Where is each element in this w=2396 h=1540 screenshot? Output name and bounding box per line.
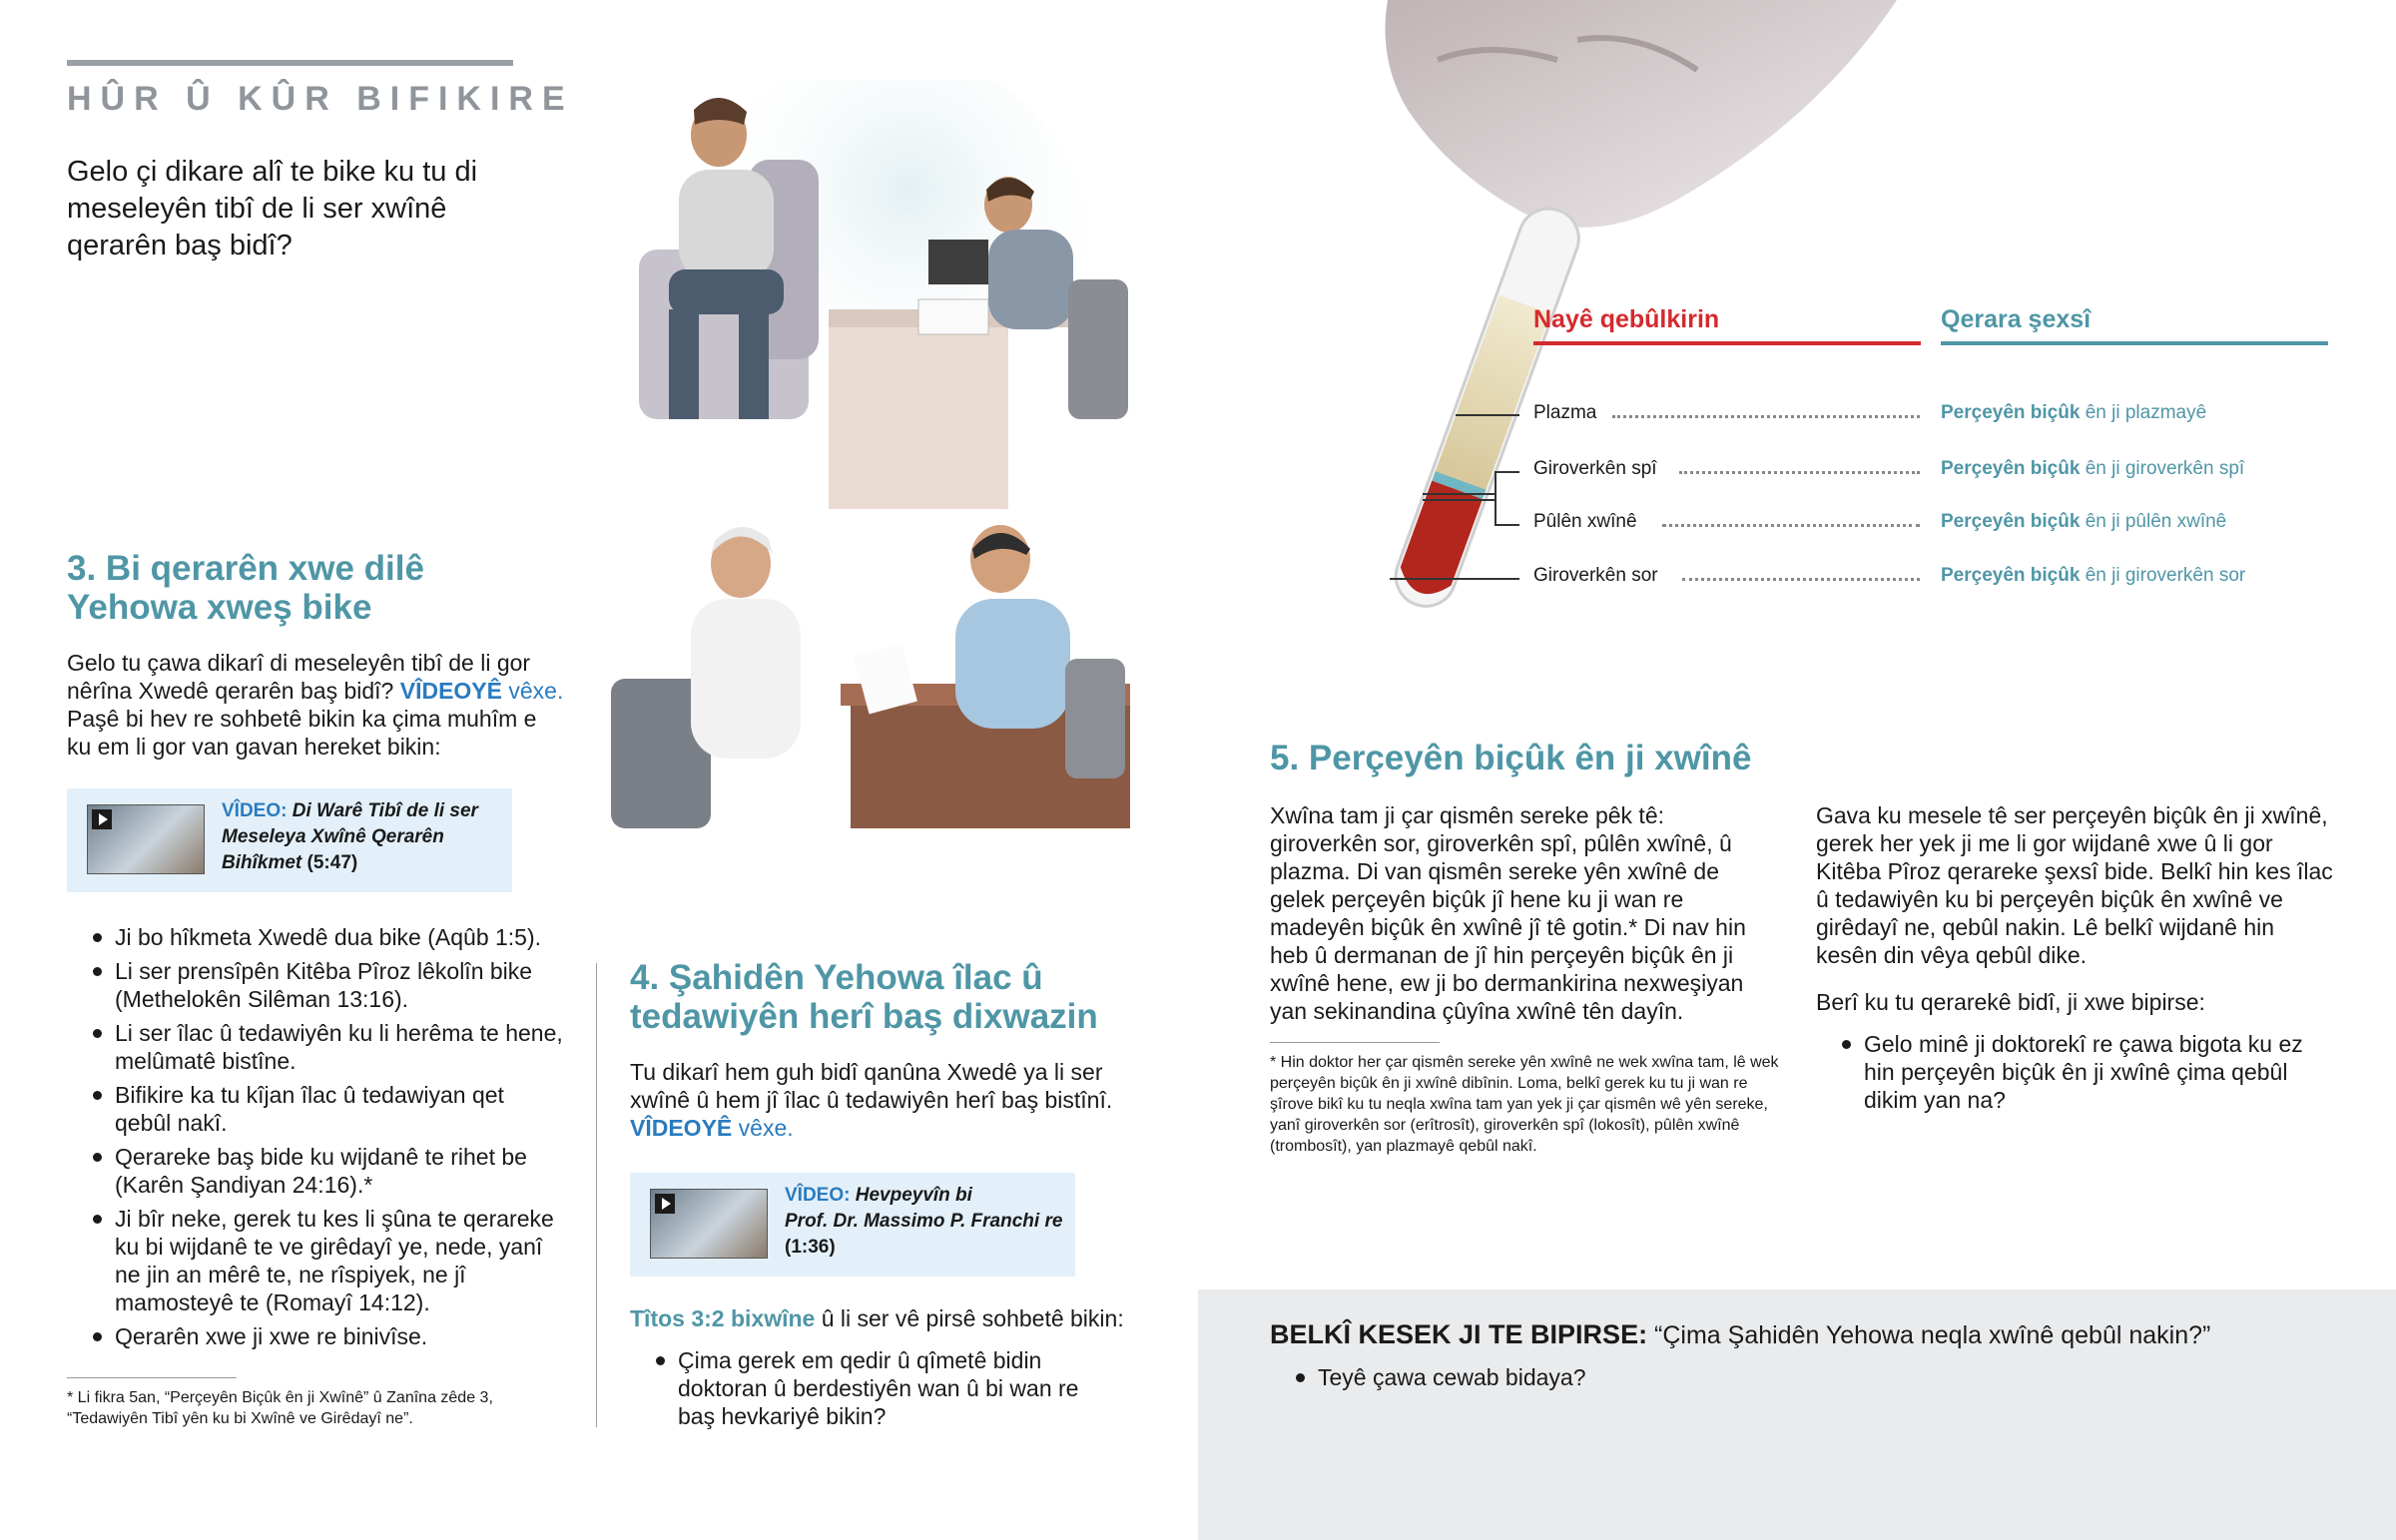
section3-steps-list bbox=[67, 923, 566, 1356]
list-item: Çima gerek em qedir û qîmetê bidin doktoran û berdestiyên wan û bi wan re baş hevkariyê bikin? bbox=[630, 1346, 1089, 1430]
chart-row-left: Pûlên xwînê bbox=[1533, 511, 1637, 532]
leader-line bbox=[1495, 524, 1519, 526]
chart-right-title-rule bbox=[1941, 341, 2328, 345]
dotted-leader bbox=[1662, 524, 1920, 527]
leader-line bbox=[1390, 578, 1519, 580]
scripture-link[interactable]: Tîtos 3:2 bixwîne bbox=[630, 1305, 816, 1331]
section5-column2-para1: Gava ku mesele tê ser perçeyên biçûk ên ji xwînê, gerek her yek ji me li gor wijdanê xwe û li gor Kitêba Pîroz qerareke şexsî bide. Belkî hin kes îlac û tedawiyên ku bi perçeyên biçûk ên xwînê ve girêdayî ne, qebûl nakin. Lê belkî wijdanê hin kesên din vêya qebûl dike. bbox=[1816, 802, 2333, 968]
play-icon[interactable] bbox=[92, 809, 112, 829]
list-item: Ji bo hîkmeta Xwedê dua bike (Aqûb 1:5). bbox=[67, 923, 566, 951]
question-box-list bbox=[1270, 1363, 2168, 1397]
section4-video-title-block[interactable] bbox=[785, 1183, 1064, 1261]
chart-left-title-rule bbox=[1533, 341, 1921, 345]
dotted-leader bbox=[1682, 578, 1920, 581]
chart-row-right-rest: ên ji giroverkên spî bbox=[2085, 458, 2245, 479]
list-item: Gelo minê ji doktorekî re çawa bigota ku ez hin perçeyên biçûk ên ji xwînê çima qebûl dikim yan na? bbox=[1816, 1030, 2315, 1114]
leader-line bbox=[1423, 493, 1495, 495]
section3-heading-line2: Yehowa xweş bike bbox=[67, 588, 372, 627]
section4-reference-rest: û li ser vê pirsê sohbetê bikin: bbox=[821, 1305, 1124, 1331]
illustration-doctor-consult bbox=[611, 519, 1130, 828]
list-item: Qerareke baş bide ku wijdanê te rihet be (Karên Şandiyan 24:16).* bbox=[67, 1143, 566, 1199]
footnote-rule bbox=[1270, 1042, 1440, 1043]
chart-left-title: Nayê qebûlkirin bbox=[1533, 305, 1720, 333]
chart-row-left: Plazma bbox=[1533, 402, 1597, 423]
section4-reference bbox=[630, 1304, 1149, 1332]
dotted-leader bbox=[1612, 415, 1920, 418]
section4-video-link[interactable]: VÎDEOYÊ bbox=[630, 1115, 733, 1141]
section4-video-title-line1: Hevpeyvîn bi bbox=[855, 1185, 972, 1206]
question-box-label: BELKÎ KESEK JI TE BIPIRSE: bbox=[1270, 1319, 1648, 1349]
section4-heading-line2: tedawiyên herî baş dixwazin bbox=[630, 997, 1098, 1036]
section4-video-title-line2: Prof. Dr. Massimo P. Franchi re bbox=[785, 1211, 1063, 1232]
section-kicker: HÛR Û KÛR BIFIKIRE bbox=[67, 80, 574, 118]
intro-question: Gelo çi dikare alî te bike ku tu di meseleyên tibî de li ser xwînê qerarên baş bidî? bbox=[67, 156, 478, 261]
section4-heading bbox=[630, 958, 1149, 1036]
illustration-waiting-man bbox=[599, 80, 1158, 519]
chart-row-left: Giroverkên sor bbox=[1533, 565, 1658, 586]
section3-video-link[interactable]: VÎDEOYÊ bbox=[399, 678, 502, 704]
leader-line bbox=[1495, 471, 1519, 473]
section5-column1: Xwîna tam ji çar qismên sereke pêk tê: giroverkên sor, giroverkên spî, pûlên xwînê, û plazma. Di van qismên sereke yên xwînê de gelek perçeyên biçûk jî hene ku ji wan re madeyên biçûk ên xwînê jî tê gotin.* Di nav hin heb û dermanan de jî hin perçeyên biçûk ên ji xwînê hene, ew ji bo dermankirina nexweşiyan yan sekinandina çûyîna xwînê tên dayîn. bbox=[1270, 802, 1746, 1024]
question-box-question: “Çima Şahidên Yehowa neqla xwînê qebûl nakin?” bbox=[1654, 1321, 2211, 1349]
section3-paragraph-text: Gelo tu çawa dikarî di meseleyên tibî de li gor nêrîna Xwedê qerarên baş bidî? bbox=[67, 650, 531, 704]
chart-row-right bbox=[1941, 565, 2245, 587]
list-item: Li ser îlac û tedawiyên ku li herêma te hene, melûmatê bistîne. bbox=[67, 1019, 566, 1075]
top-rule bbox=[67, 60, 513, 66]
leader-bracket bbox=[1495, 471, 1497, 526]
section3-video-duration: (5:47) bbox=[306, 852, 358, 873]
section4-video-duration: (1:36) bbox=[785, 1237, 836, 1258]
chart-row-right-rest: ên ji pûlên xwînê bbox=[2085, 511, 2227, 532]
section3-video-title-block[interactable] bbox=[222, 798, 491, 876]
section3-heading-line1: 3. Bi qerarên xwe dilê bbox=[67, 549, 424, 588]
section3-heading bbox=[67, 549, 586, 627]
question-box-heading bbox=[1270, 1319, 2368, 1350]
chart-row-right-rest: ên ji giroverkên sor bbox=[2085, 565, 2246, 586]
chart-row-right bbox=[1941, 511, 2226, 533]
chart-right-title: Qerara şexsî bbox=[1941, 305, 2092, 333]
leader-line bbox=[1423, 499, 1495, 501]
column-divider bbox=[596, 963, 597, 1427]
dotted-leader bbox=[1679, 471, 1920, 474]
video-label: VÎDEO: bbox=[785, 1185, 851, 1206]
chart-row-right-bold: Perçeyên biçûk bbox=[1941, 511, 2081, 532]
section3-footnote: * Li fikra 5an, “Perçeyên Biçûk ên ji Xwînê” û Zanîna zêde 3, “Tedawiyên Tibî yên ku bi Xwînê ve Girêdayî ne”. bbox=[67, 1389, 493, 1427]
section4-heading-line1: 4. Şahidên Yehowa îlac û bbox=[630, 958, 1043, 997]
section4-question-list bbox=[630, 1346, 1089, 1436]
video-thumbnail[interactable] bbox=[650, 1189, 768, 1259]
list-item: Bifikire ka tu kîjan îlac û tedawiyan qet qebûl nakî. bbox=[67, 1081, 566, 1137]
chart-row-right-rest: ên ji plazmayê bbox=[2085, 402, 2207, 423]
section5-column2-para2: Berî ku tu qerarekê bidî, ji xwe bipirse: bbox=[1816, 989, 2205, 1015]
section3-video-title: Di Warê Tibî de li ser Meseleya Xwînê Qerarên Bihîkmet bbox=[222, 800, 478, 873]
section5-question-list bbox=[1816, 1030, 2315, 1120]
section4-video-card[interactable] bbox=[630, 1173, 1075, 1277]
section3-paragraph-rest: Paşê bi hev re sohbetê bikin ka çima muhîm e ku em li gor van gavan hereket bikin: bbox=[67, 706, 537, 760]
chart-row-right bbox=[1941, 458, 2244, 480]
list-item: Qerarên xwe ji xwe re binivîse. bbox=[67, 1322, 566, 1350]
chart-row-right-bold: Perçeyên biçûk bbox=[1941, 565, 2081, 586]
video-thumbnail[interactable] bbox=[87, 804, 205, 874]
chart-row-right-bold: Perçeyên biçûk bbox=[1941, 458, 2081, 479]
leader-line bbox=[1456, 414, 1519, 416]
chart-row-left: Giroverkên spî bbox=[1533, 458, 1657, 479]
footnote-rule bbox=[67, 1377, 237, 1378]
section3-video-link-verb[interactable]: vêxe. bbox=[508, 678, 564, 704]
section3-video-card[interactable] bbox=[67, 788, 512, 892]
section4-paragraph-text: Tu dikarî hem guh bidî qanûna Xwedê ya li ser xwînê û hem jî îlac û tedawiyên herî baş bistînî. bbox=[630, 1059, 1113, 1113]
list-item: Ji bîr neke, gerek tu kes li şûna te qerareke ku bi wijdanê te ve girêdayî ye, nede, yanî ne jin an mêrê te, ne rîspiyek, ne jî mamosteyê te (Romayî 14:12). bbox=[67, 1205, 566, 1316]
list-item: Li ser prensîpên Kitêba Pîroz lêkolîn bike (Methelokên Silêman 13:16). bbox=[67, 957, 566, 1013]
play-icon[interactable] bbox=[655, 1194, 675, 1214]
section5-footnote: * Hin doktor her çar qismên sereke yên xwînê ne wek xwîna tam, lê wek perçeyên biçûk ên ji xwînê dibînin. Loma, belkî gerek ku tu ji wan re şîrove bikî ku tu neqla xwîna tam yan yek ji çar qismên wê yên sereke, yanî giroverkên sor (erîtrosît), giroverkên spî (lokosît), pûlên xwînê (trombosît), yan plazmayê qebûl nakî. bbox=[1270, 1054, 1779, 1155]
section3-paragraph bbox=[67, 649, 566, 761]
section5-heading: 5. Perçeyên biçûk ên ji xwînê bbox=[1270, 739, 1752, 777]
section4-paragraph bbox=[630, 1058, 1119, 1142]
video-label: VÎDEO: bbox=[222, 800, 288, 821]
list-item: Teyê çawa cewab bidaya? bbox=[1270, 1363, 2168, 1391]
chart-row-right-bold: Perçeyên biçûk bbox=[1941, 402, 2081, 423]
section4-video-link-verb[interactable]: vêxe. bbox=[738, 1115, 794, 1141]
chart-row-right bbox=[1941, 402, 2206, 424]
